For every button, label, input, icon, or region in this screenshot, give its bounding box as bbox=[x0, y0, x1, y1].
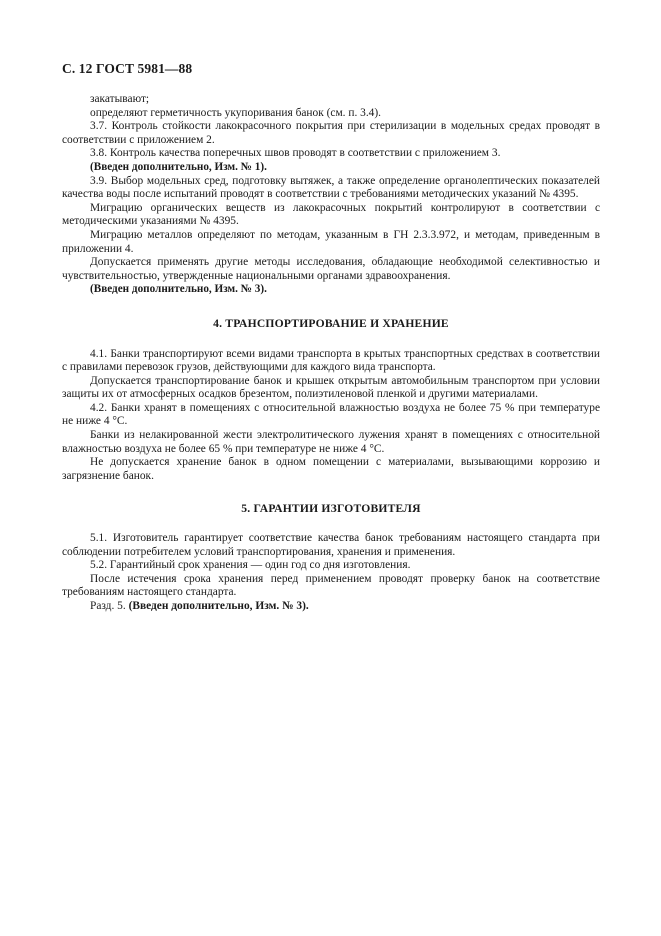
amendment-note-3: (Введен дополнительно, Изм. № 3). bbox=[90, 283, 267, 296]
section-5-heading: 5. ГАРАНТИИ ИЗГОТОВИТЕЛЯ bbox=[241, 502, 421, 516]
paragraph-4-1: 4.1. Банки транспортируют всеми видами транспорта в крытых транспортных средствах в соответствии с правилами перевозок грузов, действующими для каждого вида транспорта. bbox=[62, 347, 600, 374]
paragraph-after-expiry: После истечения срока хранения перед применением проводят проверку банок на соответствие требованиям настоящего стандарта. bbox=[62, 572, 600, 599]
amendment-note-section-5: (Введен дополнительно, Изм. № 3). bbox=[128, 600, 309, 612]
section-5-amendment bbox=[62, 600, 600, 614]
paragraph-storage-forbidden: Не допускается хранение банок в одном помещении с материалами, вызывающими коррозию и загрязнение банок. bbox=[62, 456, 600, 482]
paragraph-other-methods: Допускается применять другие методы исследования, обладающие необходимой селективностью и чувствительностью, утвержденные национальными органами здравоохранения. bbox=[62, 256, 600, 282]
section-4-heading: 4. ТРАНСПОРТИРОВАНИЕ И ХРАНЕНИЕ bbox=[213, 316, 449, 330]
paragraph-3-7: 3.7. Контроль стойкости лакокрасочного покрытия при стерилизации в модельных средах проводят в соответствии с приложением 2. bbox=[62, 120, 600, 146]
paragraph-5-1: 5.1. Изготовитель гарантирует соответствие качества банок требованиям настоящего стандарта при соблюдении потребителем условий транспортирования, хранения и применения. bbox=[62, 532, 600, 558]
running-head: С. 12 ГОСТ 5981—88 bbox=[62, 61, 193, 76]
paragraph-zakatyvayut: закатывают; bbox=[90, 93, 150, 105]
paragraph-3-9: 3.9. Выбор модельных сред, подготовку вытяжек, а также определение органолептических показателей качества воды после испытаний проводят в соответствии с требованиями методических указаний № 4395. bbox=[62, 174, 600, 201]
paragraph-migration-metals: Миграцию металлов определяют по методам, указанным в ГН 2.3.3.972, и методам, приведенным в приложении 4. bbox=[62, 228, 600, 255]
page-body bbox=[62, 93, 600, 614]
paragraph-4-2: 4.2. Банки хранят в помещениях с относительной влажностью воздуха не более 75 % при температуре не ниже 4 °С. bbox=[62, 401, 600, 428]
paragraph-3-8: 3.8. Контроль качества поперечных швов проводят в соответствии с приложением 3. bbox=[90, 147, 501, 160]
paragraph-open-transport: Допускается транспортирование банок и крышек открытым автомобильным транспортом при условии защиты их от атмосферных осадков брезентом, полиэтиленовой пленкой и другими материалами. bbox=[62, 374, 600, 401]
paragraph-germetichnost: определяют герметичность укупоривания банок (см. п. 3.4). bbox=[90, 106, 382, 119]
paragraph-migration-organic: Миграцию органических веществ из лакокрасочных покрытий контролируют в соответствии с методическими указаниями № 4395. bbox=[62, 201, 600, 228]
amendment-note-1: (Введен дополнительно, Изм. № 1). bbox=[90, 160, 267, 173]
section-5-ref: Разд. 5. bbox=[90, 600, 126, 612]
paragraph-unlacquered-tin: Банки из нелакированной жести электролитического лужения хранят в помещениях с относительной влажностью воздуха не более 65 % при температуре не ниже 4 °С. bbox=[62, 429, 600, 455]
paragraph-5-2: 5.2. Гарантийный срок хранения — один год со дня изготовления. bbox=[90, 559, 411, 572]
